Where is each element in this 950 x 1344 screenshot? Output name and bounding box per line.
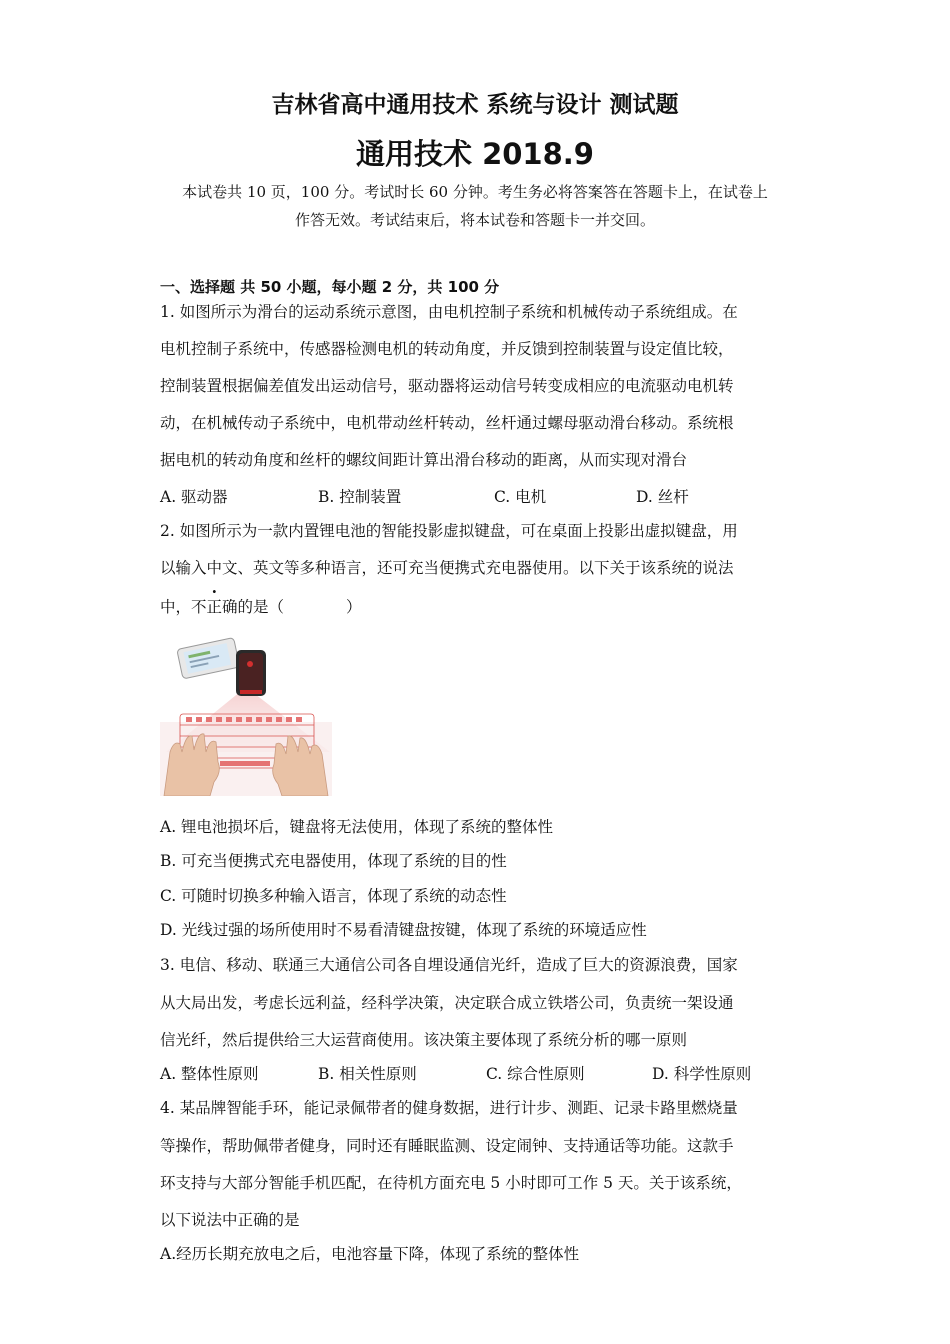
- q2-line-1: 2. 如图所示为一款内置锂电池的智能投影虚拟键盘，可在桌面上投影出虚拟键盘，用: [160, 522, 738, 540]
- q2-option-b: B. 可充当便携式充电器使用，体现了系统的目的性: [160, 852, 507, 870]
- q1-option-a: A. 驱动器: [160, 488, 228, 506]
- q4-line-3: 环支持与大部分智能手机匹配，在待机方面充电 5 小时即可工作 5 天。关于该系统，: [160, 1174, 742, 1192]
- q3-line-1: 3. 电信、移动、联通三大通信公司各自埋设通信光纤，造成了巨大的资源浪费，国家: [160, 956, 738, 974]
- q3-line-3: 信光纤，然后提供给三大运营商使用。该决策主要体现了系统分析的哪一原则: [160, 1031, 688, 1049]
- q1-line-5: 据电机的转动角度和丝杆的螺纹间距计算出滑台移动的距离，从而实现对滑台: [160, 451, 688, 469]
- q1-line-2: 电机控制子系统中，传感器检测电机的转动角度，并反馈到控制装置与设定值比较，: [160, 340, 734, 358]
- instructions-line-2: 作答无效。考试结束后，将本试卷和答题卡一并交回。: [294, 211, 655, 229]
- projection-keyboard-image: [160, 632, 332, 796]
- q4-line-4: 以下说法中正确的是: [160, 1211, 300, 1229]
- q1-line-4: 动，在机械传动子系统中，电机带动丝杆转动，丝杆通过螺母驱动滑台移动。系统根: [160, 414, 734, 432]
- q2-option-d: D. 光线过强的场所使用时不易看清键盘按键，体现了系统的环境适应性: [160, 921, 647, 939]
- q2-suffix: 的是（ ）: [237, 598, 362, 616]
- q3-line-2: 从大局出发，考虑长远利益，经科学决策，决定联合成立铁塔公司，负责统一架设通: [160, 994, 734, 1012]
- q4-line-1: 4. 某品牌智能手环，能记录佩带者的健身数据，进行计步、测距、记录卡路里燃烧量: [160, 1099, 738, 1117]
- q2-option-a: A. 锂电池损坏后，键盘将无法使用，体现了系统的整体性: [160, 818, 554, 836]
- q2-emphasis-not-correct: 不正确: [191, 598, 238, 616]
- q1-line-3: 控制装置根据偏差值发出运动信号，驱动器将运动信号转变成相应的电流驱动电机转: [160, 377, 734, 395]
- q1-line-1: 1. 如图所示为滑台的运动系统示意图，由电机控制子系统和机械传动子系统组成。在: [160, 303, 738, 321]
- instructions-line-1: 本试卷共 10 页，100 分。考试时长 60 分钟。考生务必将答案答在答题卡上，在试卷上: [182, 183, 768, 201]
- exam-subtitle: 通用技术 2018.9: [355, 137, 594, 171]
- q3-option-a: A. 整体性原则: [160, 1065, 259, 1083]
- q3-option-c: C. 综合性原则: [486, 1065, 585, 1083]
- q2-option-c: C. 可随时切换多种输入语言，体现了系统的动态性: [160, 887, 507, 905]
- q2-line-3: [160, 595, 362, 617]
- exam-title: 吉林省高中通用技术 系统与设计 测试题: [271, 92, 679, 118]
- q2-prefix: 中，: [160, 598, 192, 616]
- q4-line-2: 等操作，帮助佩带者健身，同时还有睡眠监测、设定闹钟、支持通话等功能。这款手: [160, 1137, 734, 1155]
- q3-option-d: D. 科学性原则: [652, 1065, 752, 1083]
- q1-option-c: C. 电机: [494, 488, 547, 506]
- q4-option-a: A.经历长期充放电之后，电池容量下降，体现了系统的整体性: [160, 1245, 580, 1263]
- exam-instructions: [150, 178, 800, 234]
- q3-option-b: B. 相关性原则: [318, 1065, 417, 1083]
- q1-option-d: D. 丝杆: [636, 488, 689, 506]
- q2-line-2: 以输入中文、英文等多种语言，还可充当便携式充电器使用。以下关于该系统的说法: [160, 559, 734, 577]
- q1-option-b: B. 控制装置: [318, 488, 402, 506]
- section-heading: 一、选择题 共 50 小题，每小题 2 分，共 100 分: [160, 278, 500, 296]
